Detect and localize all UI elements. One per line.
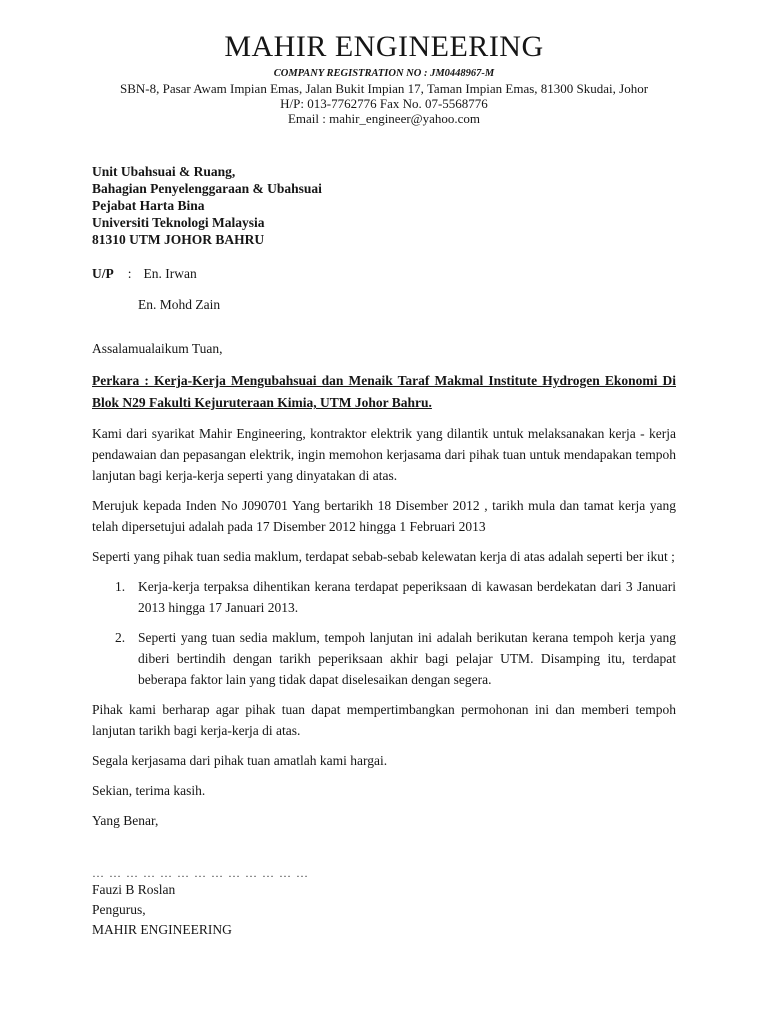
- recipient-line: Pejabat Harta Bina: [92, 198, 205, 213]
- recipient-line: Bahagian Penyelenggaraan & Ubahsuai: [92, 181, 322, 196]
- attention-line: [92, 265, 676, 282]
- attention-name-1: En. Irwan: [143, 266, 197, 281]
- company-email: Email : mahir_engineer@yahoo.com: [287, 111, 481, 126]
- signatory-name: Fauzi B Roslan: [92, 882, 176, 897]
- reasons-list: [92, 576, 676, 690]
- signature-block: [92, 867, 676, 939]
- company-address: SBN-8, Pasar Awam Impian Emas, Jalan Bukit Impian 17, Taman Impian Emas, 81300 Skudai, Johor: [119, 81, 649, 96]
- body-paragraph-1: Kami dari syarikat Mahir Engineering, kontraktor elektrik yang dilantik untuk melaksanakan kerja - kerja pendawaian dan pepasangan elektrik, ingin memohon kerjasama dari pihak tuan untuk mendapakan tempoh lanjutan bagi kerja-kerja seperti yang dinyatakan di atas.: [92, 426, 676, 483]
- list-item-number: 1.: [115, 579, 126, 594]
- signatory-company: MAHIR ENGINEERING: [92, 922, 232, 937]
- recipient-line: 81310 UTM JOHOR BAHRU: [92, 232, 265, 247]
- body-paragraph-3: Seperti yang pihak tuan sedia maklum, terdapat sebab-sebab kelewatan kerja di atas adalah seperti ber ikut ;: [92, 549, 675, 564]
- attention-name-2: En. Mohd Zain: [138, 297, 221, 312]
- list-item-text: Seperti yang tuan sedia maklum, tempoh lanjutan ini adalah berikutan kerana tempoh kerja yang diberi bertindih dengan tarikh peperiksaan akhir bagi pelajar UTM. Disamping itu, terdapat beberapa faktor lain yang tidak dapat diselesaikan dengan segera.: [138, 630, 676, 687]
- attention-colon: :: [127, 266, 132, 281]
- list-item: [92, 627, 676, 690]
- body-paragraph-2: Merujuk kepada Inden No J090701 Yang bertarikh 18 Disember 2012 , tarikh mula dan tamat kerja yang telah dipersetujui adalah pada 17 Disember 2012 hingga 1 Februari 2013: [92, 498, 676, 534]
- signatory-role: Pengurus,: [92, 902, 146, 917]
- company-phone-fax: H/P: 013-7762776 Fax No. 07-5568776: [280, 96, 488, 111]
- list-item-number: 2.: [115, 630, 126, 645]
- list-item: [92, 576, 676, 618]
- list-item-text: Kerja-kerja terpaksa dihentikan kerana terdapat peperiksaan di kawasan berdekatan dari 3 Januari 2013 hingga 17 Januari 2013.: [138, 579, 676, 615]
- recipient-line: Universiti Teknologi Malaysia: [92, 215, 265, 230]
- subject-line: Perkara : Kerja-Kerja Mengubahsuai dan Menaik Taraf Makmal Institute Hydrogen Ekonomi Di Blok N29 Fakulti Kejuruteraan Kimia, UTM Johor Bahru.: [92, 373, 676, 410]
- sign-off: Yang Benar,: [92, 813, 159, 828]
- company-name: MAHIR ENGINEERING: [224, 30, 544, 63]
- recipient-address-block: [92, 163, 676, 248]
- closing-paragraph-2: Segala kerjasama dari pihak tuan amatlah kami hargai.: [92, 753, 388, 768]
- salutation: Assalamualaikum Tuan,: [92, 341, 223, 356]
- letterhead: [92, 30, 676, 126]
- attention-label: U/P: [92, 266, 114, 281]
- signature-dotted-line: … … … … … … … … … … … … …: [92, 866, 309, 880]
- company-registration-no: COMPANY REGISTRATION NO : JM0448967-M: [273, 68, 495, 79]
- closing-paragraph-3: Sekian, terima kasih.: [92, 783, 206, 798]
- recipient-line: Unit Ubahsuai & Ruang,: [92, 164, 236, 179]
- closing-paragraph-1: Pihak kami berharap agar pihak tuan dapat mempertimbangkan permohonan ini dan memberi tempoh lanjutan tarikh bagi kerja-kerja di atas.: [92, 702, 676, 738]
